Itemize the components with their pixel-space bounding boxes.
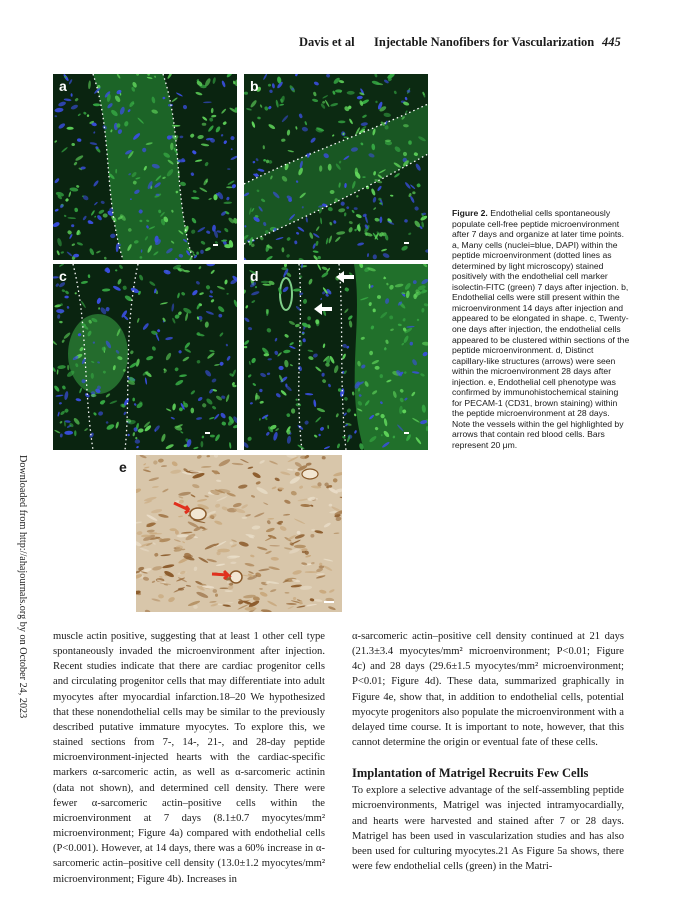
- download-notice: Downloaded from http://ahajournals.org by on October 24, 2023: [17, 455, 28, 719]
- body-column-left: [53, 629, 325, 887]
- panel-label-c: c: [59, 268, 67, 284]
- running-header-authors: Davis et al: [299, 35, 355, 49]
- figure-caption: [452, 208, 630, 451]
- panel-label-b: b: [250, 78, 259, 94]
- figure-panel-c: [53, 264, 237, 450]
- paragraph: To explore a selective advantage of the self-assembling peptide microenvironments, Matrigel was injected intramyocardially, and hearts were harvested and stained after 7 or 28 days. Matrigel has been used in vascularization studies and has also been used for culturing myocytes.21 As Figure 5a shows, there were few endothelial cells (green) in the Matri-: [352, 785, 624, 873]
- panel-label-a: a: [59, 78, 67, 94]
- body-column-right: [352, 629, 624, 874]
- micrograph-a: [53, 74, 237, 260]
- section-heading: Implantation of Matrigel Recruits Few Cells: [352, 766, 589, 781]
- micrograph-e: [136, 455, 342, 612]
- caption-text: Endothelial cells spontaneously populate cell-free peptide microenvironment after 7 days and organize at later time points. a, Many cells (nuclei=blue, DAPI) within the peptide microenvironment (dotted lines as determined by light microscopy) stained positively with the endothelial cell marker isolectin-FITC (green) 7 days after injection. b, Endothelial cells were still present within the microenvironment 14 days after injection and appeared to be elongated in shape. c, Twenty-one days after injection, the endothelial cells appeared to be clustered within sections of the peptide microenvironment. d, Distinct capillary-like structures (arrows) were seen within the microenvironment 28 days after injection. e, Endothelial cell phenotype was confirmed by immunohistochemical staining for PECAM-1 (CD31, brown staining) within the peptide microenvironment at 28 days. Note the vessels within the gel highlighted by arrows that contain red blood cells. Bars represent 20 μm.: [452, 208, 630, 451]
- paragraph: α-sarcomeric actin–positive cell density continued at 21 days (21.3±3.4 myocytes/mm² microenvironment; P<0.01; Figure 4c) and 28 days (29.6±1.5 myocytes/mm² microenvironment; P<0.01; Figure 4d). These data, summarized graphically in Figure 4e, show that, in addition to endothelial cells, potential myocyte progenitors also populate the microenvironment with a delayed time course. It is important to note, however, that this cannot determine the origin or eventual fate of these cells.: [352, 631, 624, 749]
- panel-label-e: e: [119, 459, 127, 475]
- figure-panel-a: [53, 74, 237, 260]
- panel-label-d: d: [250, 268, 259, 284]
- caption-label: Figure 2.: [452, 208, 488, 218]
- paragraph: muscle actin positive, suggesting that at least 1 other cell type spontaneously invaded the microenvironment after injection. Recent studies indicate that there are cardiac progenitor cells and circulating progenitor cells that may differentiate into adult myocytes after myocardial infarction.18–20 We hypothesized that these nonendothelial cells may be similar to the previously described putative immature myocytes. To explore this, we stained sections from 7-, 14-, 21-, and 28-day peptide microenvironment-injected hearts with the cardiac-specific markers α-sarcomeric actin, as well as α-sarcomeric actinin (data not shown), and determined cell density. There were fewer α-sarcomeric actin–positive cells within the microenvironment at 7 days (8.1±0.7 myocytes/mm² microenvironment; Figure 4a) compared with endothelial cells (P<0.001). However, at 14 days, there was a 60% increase in α-sarcomeric actin–positive cell density (13.0±1.2 myocytes/mm² microenvironment; Figure 4b). Increases in: [53, 631, 325, 885]
- figure-panel-d: [244, 264, 428, 450]
- micrograph-c: [53, 264, 237, 450]
- page-number: 445: [602, 35, 621, 49]
- figure-panel-b: [244, 74, 428, 260]
- figure-panel-e: [136, 455, 342, 612]
- micrograph-d: [244, 264, 428, 450]
- running-header-title: Injectable Nanofibers for Vascularization: [374, 35, 595, 49]
- micrograph-b: [244, 74, 428, 260]
